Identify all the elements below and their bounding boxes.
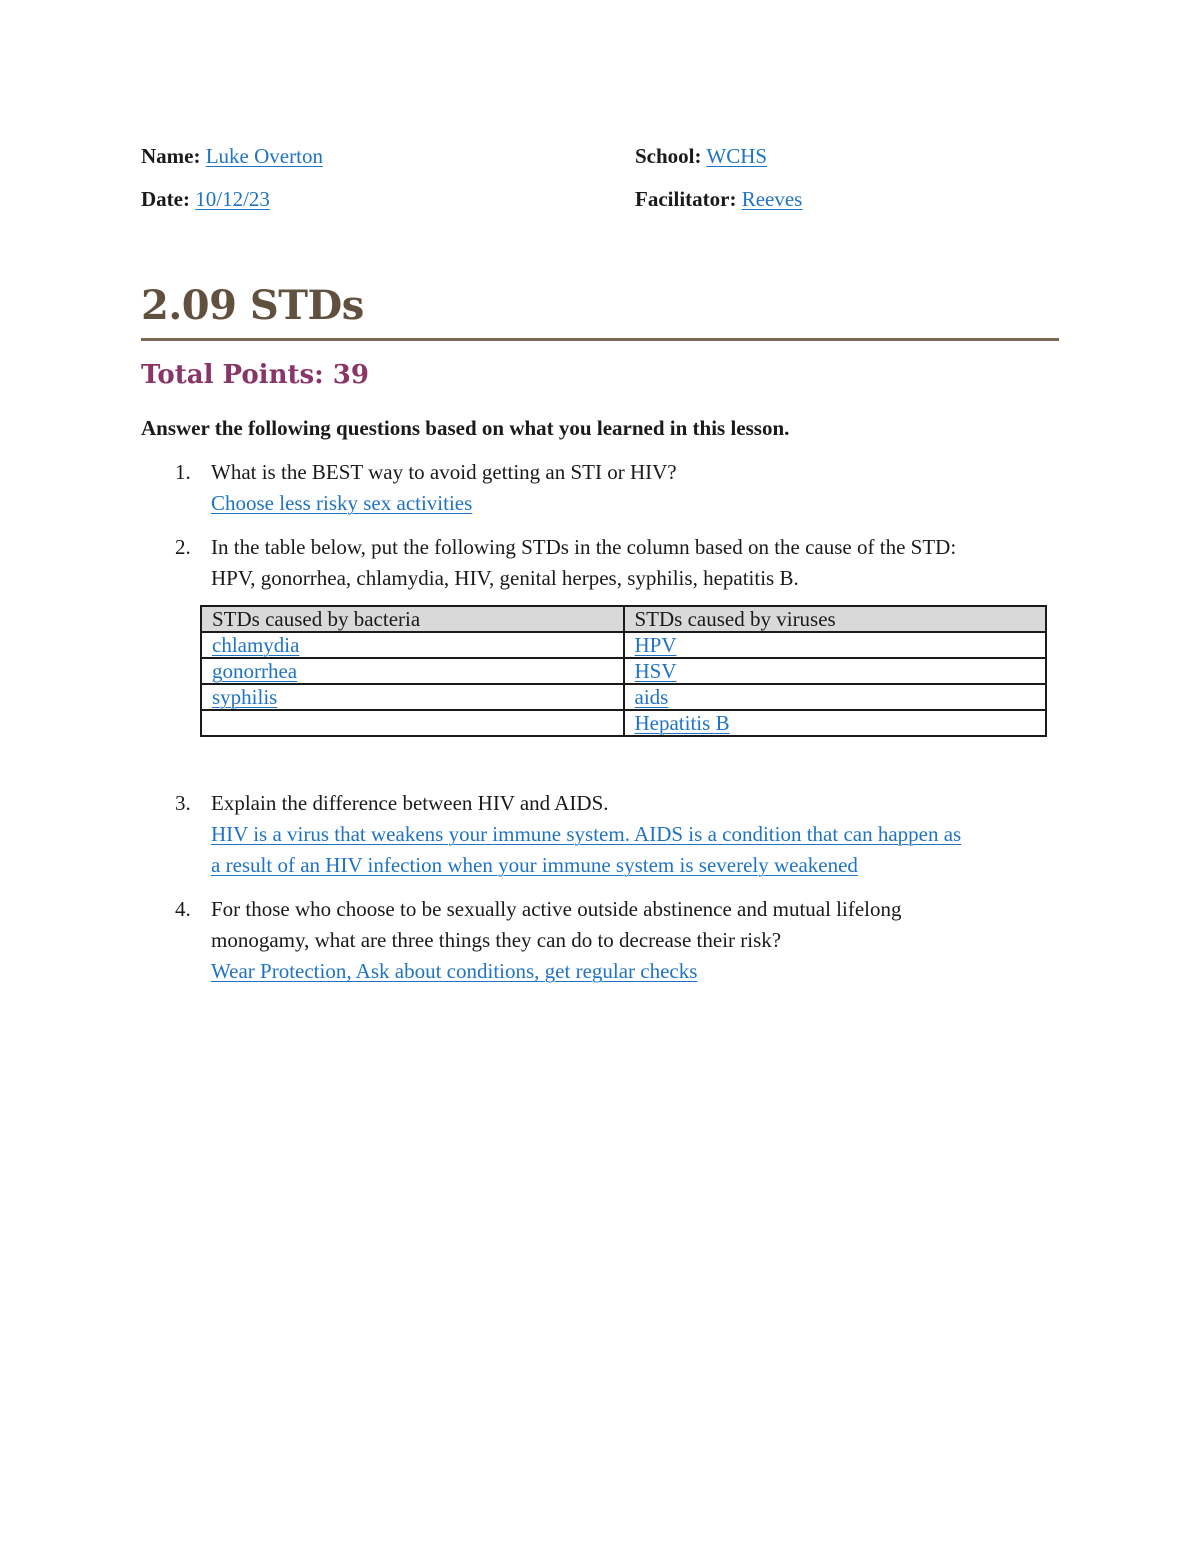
answer-text[interactable]: Wear Protection, Ask about conditions, get regular checks: [211, 959, 698, 983]
school-value[interactable]: WCHS: [706, 144, 768, 168]
question-text: monogamy, what are three things they can do to decrease their risk?: [211, 928, 782, 952]
name-value[interactable]: Luke Overton: [205, 144, 323, 168]
title-divider: [141, 338, 1059, 341]
facilitator-value[interactable]: Reeves: [741, 187, 803, 211]
total-points: Total Points: 39: [141, 360, 369, 390]
facilitator-field: [635, 186, 802, 212]
table-row: [201, 710, 1046, 736]
table-row: [201, 684, 1046, 710]
table-row: [201, 658, 1046, 684]
table-cell[interactable]: chlamydia: [212, 633, 300, 657]
answer-text[interactable]: a result of an HIV infection when your immune system is severely weakened: [211, 853, 858, 877]
table-cell[interactable]: aids: [634, 685, 669, 709]
date-value[interactable]: 10/12/23: [195, 187, 270, 211]
page-title: 2.09 STDs: [141, 282, 364, 329]
question-number: 3.: [175, 791, 191, 815]
table-cell[interactable]: HPV: [634, 633, 677, 657]
date-label: Date:: [141, 187, 190, 211]
school-field: [635, 143, 767, 169]
table-cell[interactable]: gonorrhea: [212, 659, 298, 683]
answer-text[interactable]: HIV is a virus that weakens your immune system. AIDS is a condition that can happen as: [211, 822, 962, 846]
question-text: What is the BEST way to avoid getting an STI or HIV?: [211, 460, 677, 484]
instructions: Answer the following questions based on what you learned in this lesson.: [141, 416, 790, 440]
table-row: [201, 632, 1046, 658]
table-cell[interactable]: syphilis: [212, 685, 278, 709]
table-cell[interactable]: Hepatitis B: [634, 711, 730, 735]
facilitator-label: Facilitator:: [635, 187, 737, 211]
question-text: In the table below, put the following STDs in the column based on the cause of the STD:: [211, 535, 957, 559]
answer-text[interactable]: Choose less risky sex activities: [211, 491, 473, 515]
question-number: 2.: [175, 535, 191, 559]
name-label: Name:: [141, 144, 201, 168]
name-field: [141, 143, 323, 169]
table-header-row: [201, 606, 1046, 632]
table-cell[interactable]: HSV: [634, 659, 677, 683]
table-header-viruses: STDs caused by viruses: [624, 606, 1047, 632]
question-text: Explain the difference between HIV and AIDS.: [211, 791, 609, 815]
school-label: School:: [635, 144, 702, 168]
question-number: 4.: [175, 897, 191, 921]
std-table: [200, 605, 1047, 737]
question-text: For those who choose to be sexually active outside abstinence and mutual lifelong: [211, 897, 902, 921]
question-text: HPV, gonorrhea, chlamydia, HIV, genital herpes, syphilis, hepatitis B.: [211, 566, 799, 590]
date-field: [141, 186, 270, 212]
table-header-bacteria: STDs caused by bacteria: [201, 606, 624, 632]
question-number: 1.: [175, 460, 191, 484]
